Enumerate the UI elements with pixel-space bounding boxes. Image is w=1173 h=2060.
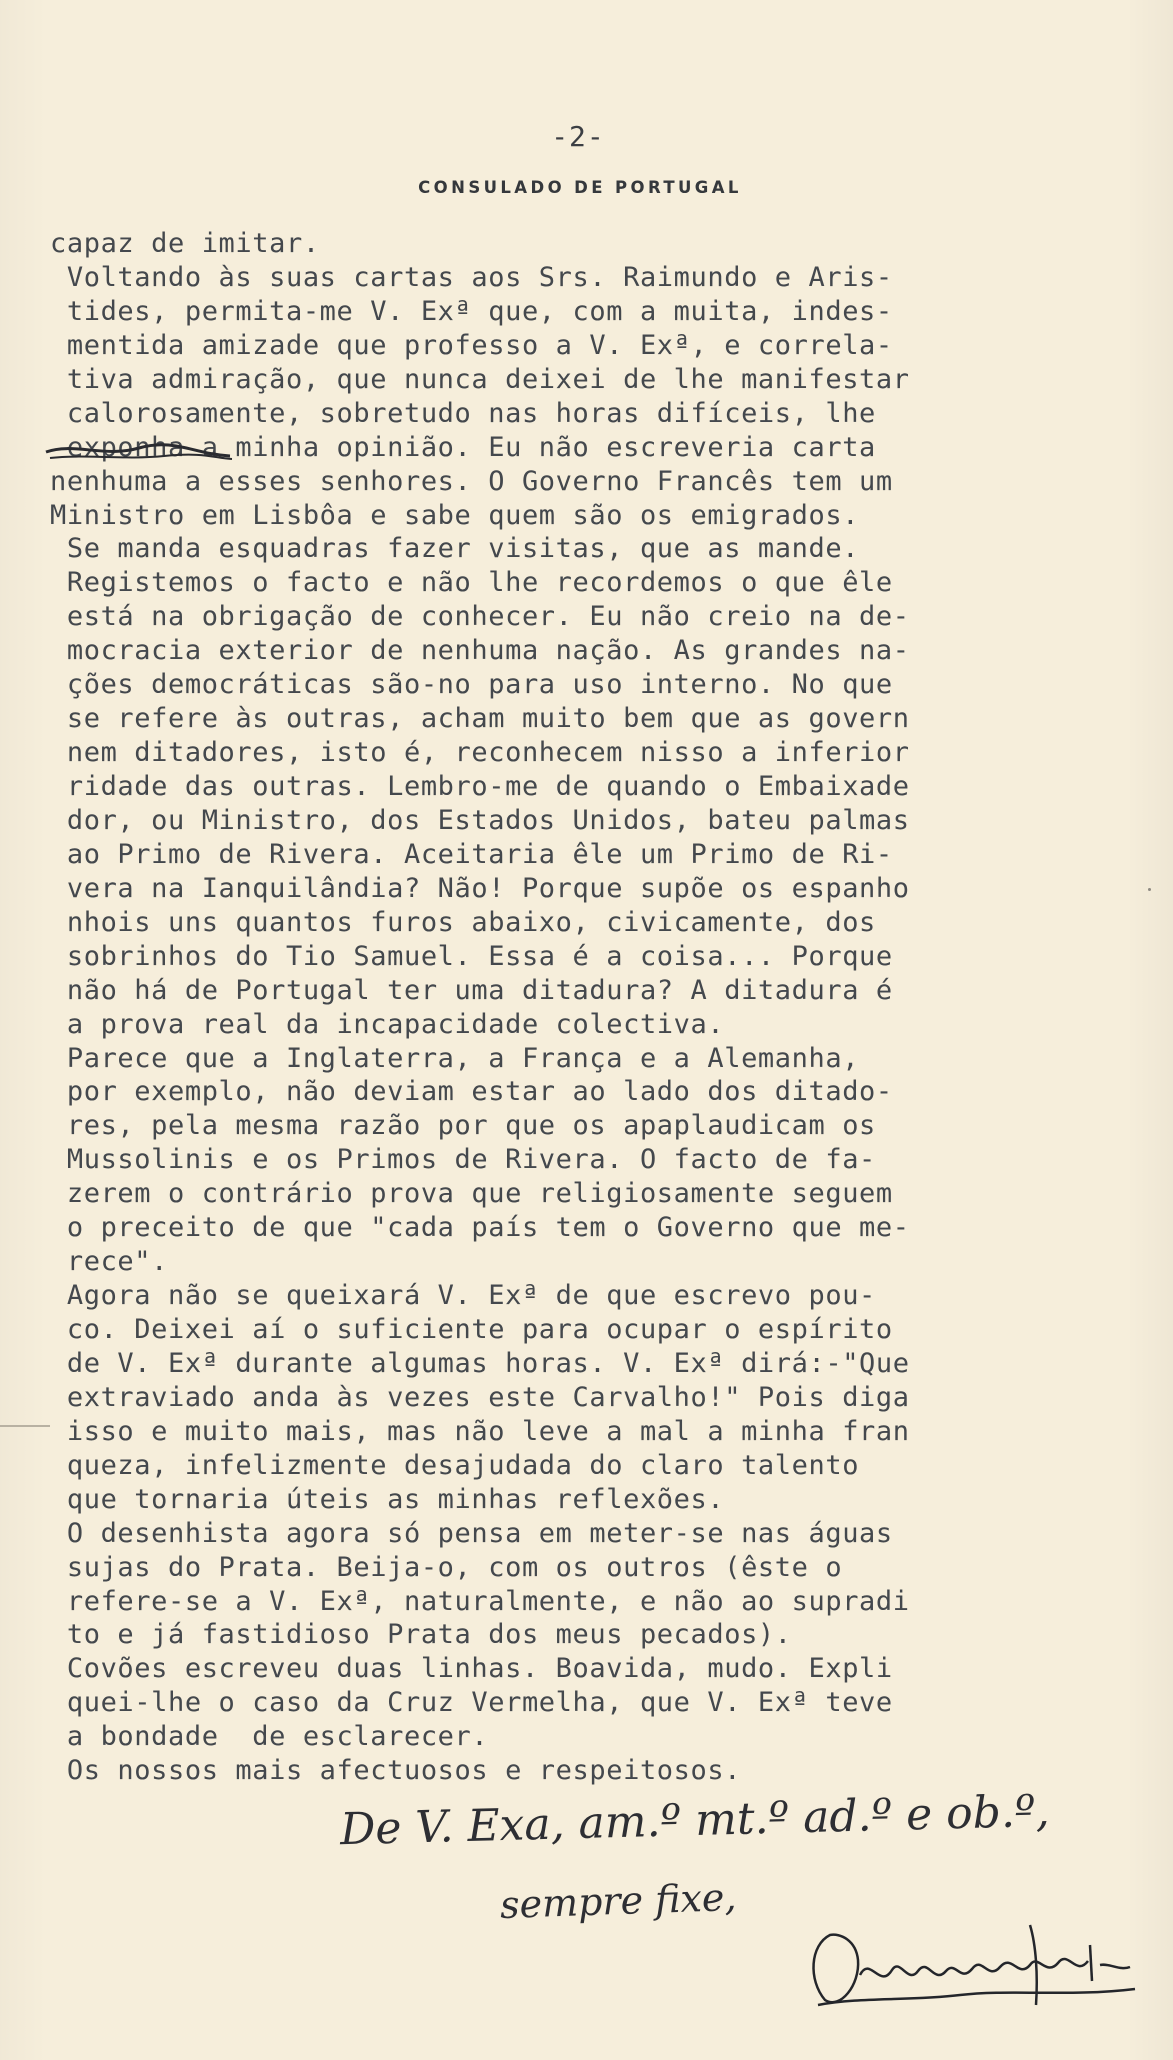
closing-line-1: De V. Exa, am.º mt.º ad.º e ob.º, bbox=[339, 1785, 1051, 1856]
text-line: Ministro em Lisbôa e sabe quem são os emigrados. bbox=[50, 499, 860, 531]
text-line: se refere às outras, acham muito bem que as govern bbox=[50, 703, 910, 735]
text-line: Covões escreveu duas linhas. Boavida, mudo. Expli bbox=[50, 1653, 893, 1685]
text-line: exponha a minha opinião. Eu não escreveria carta bbox=[50, 431, 876, 463]
text-line: to e já fastidioso Prata dos meus pecados). bbox=[50, 1619, 792, 1651]
text-line: vera na Ianquilândia? Não! Porque supõe os espanho bbox=[50, 872, 910, 904]
text-line: Mussolinis e os Primos de Rivera. O facto de fa- bbox=[50, 1144, 876, 1176]
signature-image bbox=[800, 1905, 1150, 2025]
closing-line-2: sempre fixe, bbox=[499, 1874, 738, 1928]
text-line: Voltando às suas cartas aos Srs. Raimundo e Aris- bbox=[50, 261, 893, 293]
margin-mark bbox=[0, 1425, 50, 1427]
text-line: nenhuma a esses senhores. O Governo Francês tem um bbox=[50, 465, 893, 497]
text-line: o preceito de que "cada país tem o Governo que me- bbox=[50, 1212, 910, 1244]
text-line: nhois uns quantos furos abaixo, civicamente, dos bbox=[50, 906, 876, 938]
text-line: sujas do Prata. Beija-o, com os outros (êste o bbox=[50, 1551, 843, 1583]
text-line: Se manda esquadras fazer visitas, que as mande. bbox=[50, 533, 860, 565]
text-line: que tornaria úteis as minhas reflexões. bbox=[50, 1483, 725, 1515]
text-line: isso e muito mais, mas não leve a mal a minha fran bbox=[50, 1415, 910, 1447]
letterhead: CONSULADO DE PORTUGAL bbox=[418, 178, 742, 197]
text-line: Parece que a Inglaterra, a França e a Alemanha, bbox=[50, 1042, 860, 1074]
text-line: O desenhista agora só pensa em meter-se nas águas bbox=[50, 1517, 893, 1549]
text-line: mentida amizade que professo a V. Exª, e correla- bbox=[50, 329, 893, 361]
text-line: não há de Portugal ter uma ditadura? A ditadura é bbox=[50, 974, 893, 1006]
text-line: por exemplo, não deviam estar ao lado dos ditado- bbox=[50, 1076, 893, 1108]
paper-speck bbox=[1148, 888, 1151, 891]
page-number: -2- bbox=[551, 120, 605, 153]
text-line: Agora não se queixará V. Exª de que escrevo pou- bbox=[50, 1280, 876, 1312]
handwritten-correction-mark bbox=[44, 432, 234, 466]
text-line: calorosamente, sobretudo nas horas difíceis, lhe bbox=[50, 397, 876, 429]
text-line: a bondade de esclarecer. bbox=[50, 1721, 489, 1753]
handwritten-closing bbox=[339, 1785, 1160, 2035]
text-line: capaz de imitar. bbox=[50, 228, 320, 259]
text-line: Os nossos mais afectuosos e respeitosos. bbox=[50, 1755, 742, 1787]
text-line: mocracia exterior de nenhuma nação. As grandes na- bbox=[50, 635, 910, 667]
text-line: está na obrigação de conhecer. Eu não creio na de- bbox=[50, 601, 910, 633]
text-line: extraviado anda às vezes este Carvalho!" Pois diga bbox=[50, 1381, 910, 1413]
text-line: tiva admiração, que nunca deixei de lhe manifestar bbox=[50, 363, 910, 395]
text-line: ao Primo de Rivera. Aceitaria êle um Primo de Ri- bbox=[50, 838, 893, 870]
text-line: sobrinhos do Tio Samuel. Essa é a coisa... Porque bbox=[50, 940, 893, 972]
text-line: queza, infelizmente desajudada do claro talento bbox=[50, 1449, 860, 1481]
text-line: a prova real da incapacidade colectiva. bbox=[50, 1008, 725, 1040]
text-line: res, pela mesma razão por que os apaplaudicam os bbox=[50, 1110, 876, 1142]
text-line: ções democráticas são-no para uso interno. No que bbox=[50, 669, 893, 701]
text-line: de V. Exª durante algumas horas. V. Exª dirá:-"Que bbox=[50, 1347, 910, 1379]
text-line: dor, ou Ministro, dos Estados Unidos, bateu palmas bbox=[50, 804, 910, 836]
text-line: co. Deixei aí o suficiente para ocupar o espírito bbox=[50, 1314, 893, 1345]
text-line: Registemos o facto e não lhe recordemos o que êle bbox=[50, 567, 893, 599]
text-line: nem ditadores, isto é, reconhecem nisso a inferior bbox=[50, 737, 910, 769]
text-line: quei-lhe o caso da Cruz Vermelha, que V. Exª teve bbox=[50, 1687, 893, 1719]
text-line: refere-se a V. Exª, naturalmente, e não ao supradi bbox=[50, 1585, 910, 1617]
text-line: ridade das outras. Lembro-me de quando o Embaixade bbox=[50, 771, 910, 802]
text-line: tides, permita-me V. Exª que, com a muita, indes- bbox=[50, 295, 893, 327]
text-line: rece". bbox=[50, 1246, 168, 1278]
text-line: zerem o contrário prova que religiosamente seguem bbox=[50, 1178, 893, 1210]
